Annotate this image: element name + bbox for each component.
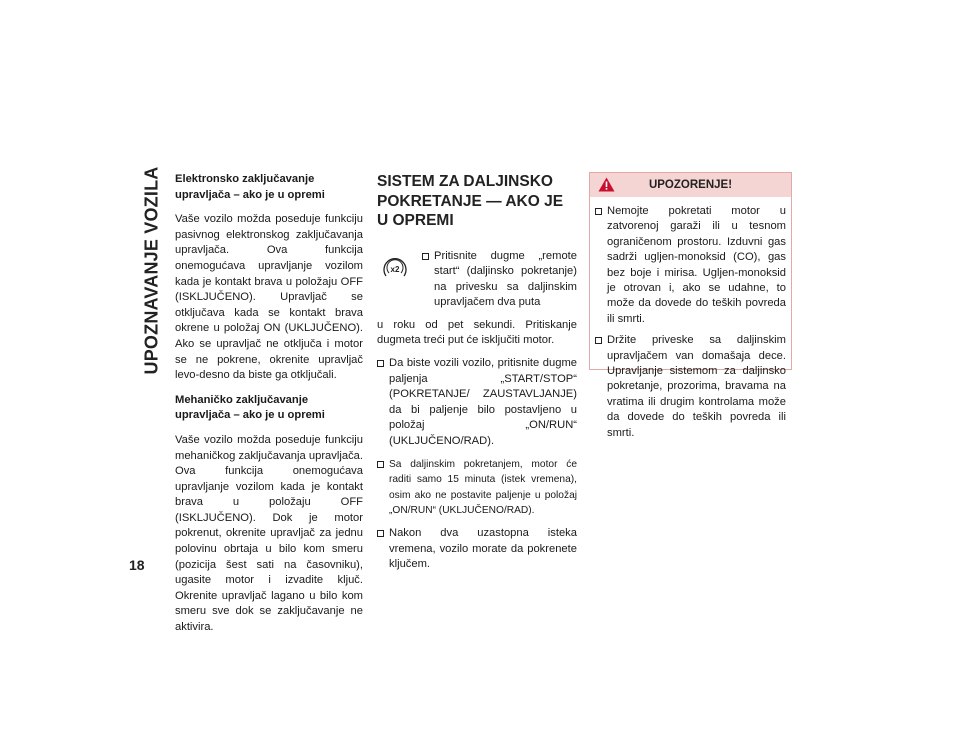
list-item — [595, 204, 786, 327]
warning-body — [590, 197, 791, 441]
list-item — [377, 526, 577, 573]
section-title-remote-start: SISTEM ZA DALJINSKO POKRETANJE — AKO JE U OPREMI — [377, 173, 564, 229]
list-item — [377, 356, 577, 450]
bullet-box-icon — [377, 461, 384, 468]
warning-text: Držite priveske sa daljinskim upravljačem van domašaja dece. Upravljanje sistemom za daljinsko pokretanje, prozorima, bravama na vratima ili drugim kontrolama može da dovede do teških povreda ili smrti. — [607, 334, 786, 439]
list-item — [377, 457, 577, 519]
remote-start-instruction — [377, 249, 577, 350]
left-column — [175, 172, 363, 645]
middle-column — [377, 172, 577, 580]
remote-press-twice-icon — [382, 256, 408, 282]
remote-icon-label: x2 — [390, 264, 400, 274]
paragraph-electronic-lock: Vaše vozilo možda poseduje funkciju pasivnog elektronskog zaključavanja upravljača. Ova funkcija onemogućava upravljanje vozilom kada je kontakt brava u položaju OFF (ISKLJUČENO). Upravljač se otključava kada se kontakt brava okrene u položaj ON (UKLJUČENO). Ako se upravljač ne otključa i motor se ne pokrene, okrenite upravljač levo-desno da biste ga otključali. — [175, 213, 363, 382]
bullet-text: Nakon dva uzastopna isteka vremena, vozilo morate da pokrenete ključem. — [389, 527, 577, 571]
paragraph-mechanical-lock: Vaše vozilo možda poseduje funkciju mehaničkog zaključavanja upravljača. Ova funkcija onemogućava upravljanje vozilom kada je kontakt brava u položaju OFF (ISKLJUČENO). Dok je motor pokrenut, okrenite upravljač za jednu polovinu obrtaja u bilo kom smeru (pozicija šest sati na časovniku), ugasite motor i izvadite ključ. Okrenite upravljač lagano u bilo kom smeru sve dok se zaključavanje ne aktivira. — [175, 433, 363, 634]
chapter-side-title — [141, 165, 163, 375]
bullet-text: Da biste vozili vozilo, pritisnite dugme paljenja „START/STOP“ (POKRETANJE/ ZAUSTAVLJANJE) da bi paljenje bilo postavljeno u položaj „ON/RUN“ (UKLJUČENO/RAD). — [389, 357, 577, 448]
bullet-text: Sa daljinskim pokretanjem, motor će raditi samo 15 minuta (istek vremena), osim ako ne postavite paljenje u položaj „ON/RUN“ (UKLJUČENO/RAD). — [389, 458, 577, 517]
page-number: 18 — [129, 557, 145, 573]
chapter-title-text: UPOZNAVANJE VOZILA — [141, 166, 162, 374]
warning-box — [589, 172, 792, 439]
bullet-box-icon — [377, 360, 384, 367]
heading-mechanical-lock: Mehaničko zaključavanje upravljača – ako je u opremi — [175, 393, 325, 422]
remote-text-a: Pritisnite dugme „remote start“ (daljinsko pokretanje) na privesku sa daljinskim upravljačem dva puta — [434, 249, 577, 309]
bullet-box-icon — [595, 208, 602, 215]
heading-electronic-lock: Elektronsko zaključavanje upravljača – ako je u opremi — [175, 173, 325, 201]
remote-text-b: u roku od pet sekundi. Pritiskanje dugmeta treći put će isključiti motor. — [377, 318, 577, 347]
warning-triangle-icon — [598, 177, 615, 192]
list-item — [595, 333, 786, 441]
warning-title: UPOZORENJE! — [648, 179, 733, 191]
warning-header — [590, 173, 791, 197]
bullet-box-icon — [377, 530, 384, 537]
warning-text: Nemojte pokretati motor u zatvorenoj garaži ili u tesnom ograničenom prostoru. Izduvni gas sadrži ugljen-monoksid (CO), gas bez boje i mirisa. Ugljen-monoksid je otrovan i, ako se udahne, to može da dovede do teških povreda ili smrti. — [607, 205, 786, 325]
bullet-box-icon — [595, 337, 602, 344]
bullet-box-icon — [422, 253, 429, 260]
